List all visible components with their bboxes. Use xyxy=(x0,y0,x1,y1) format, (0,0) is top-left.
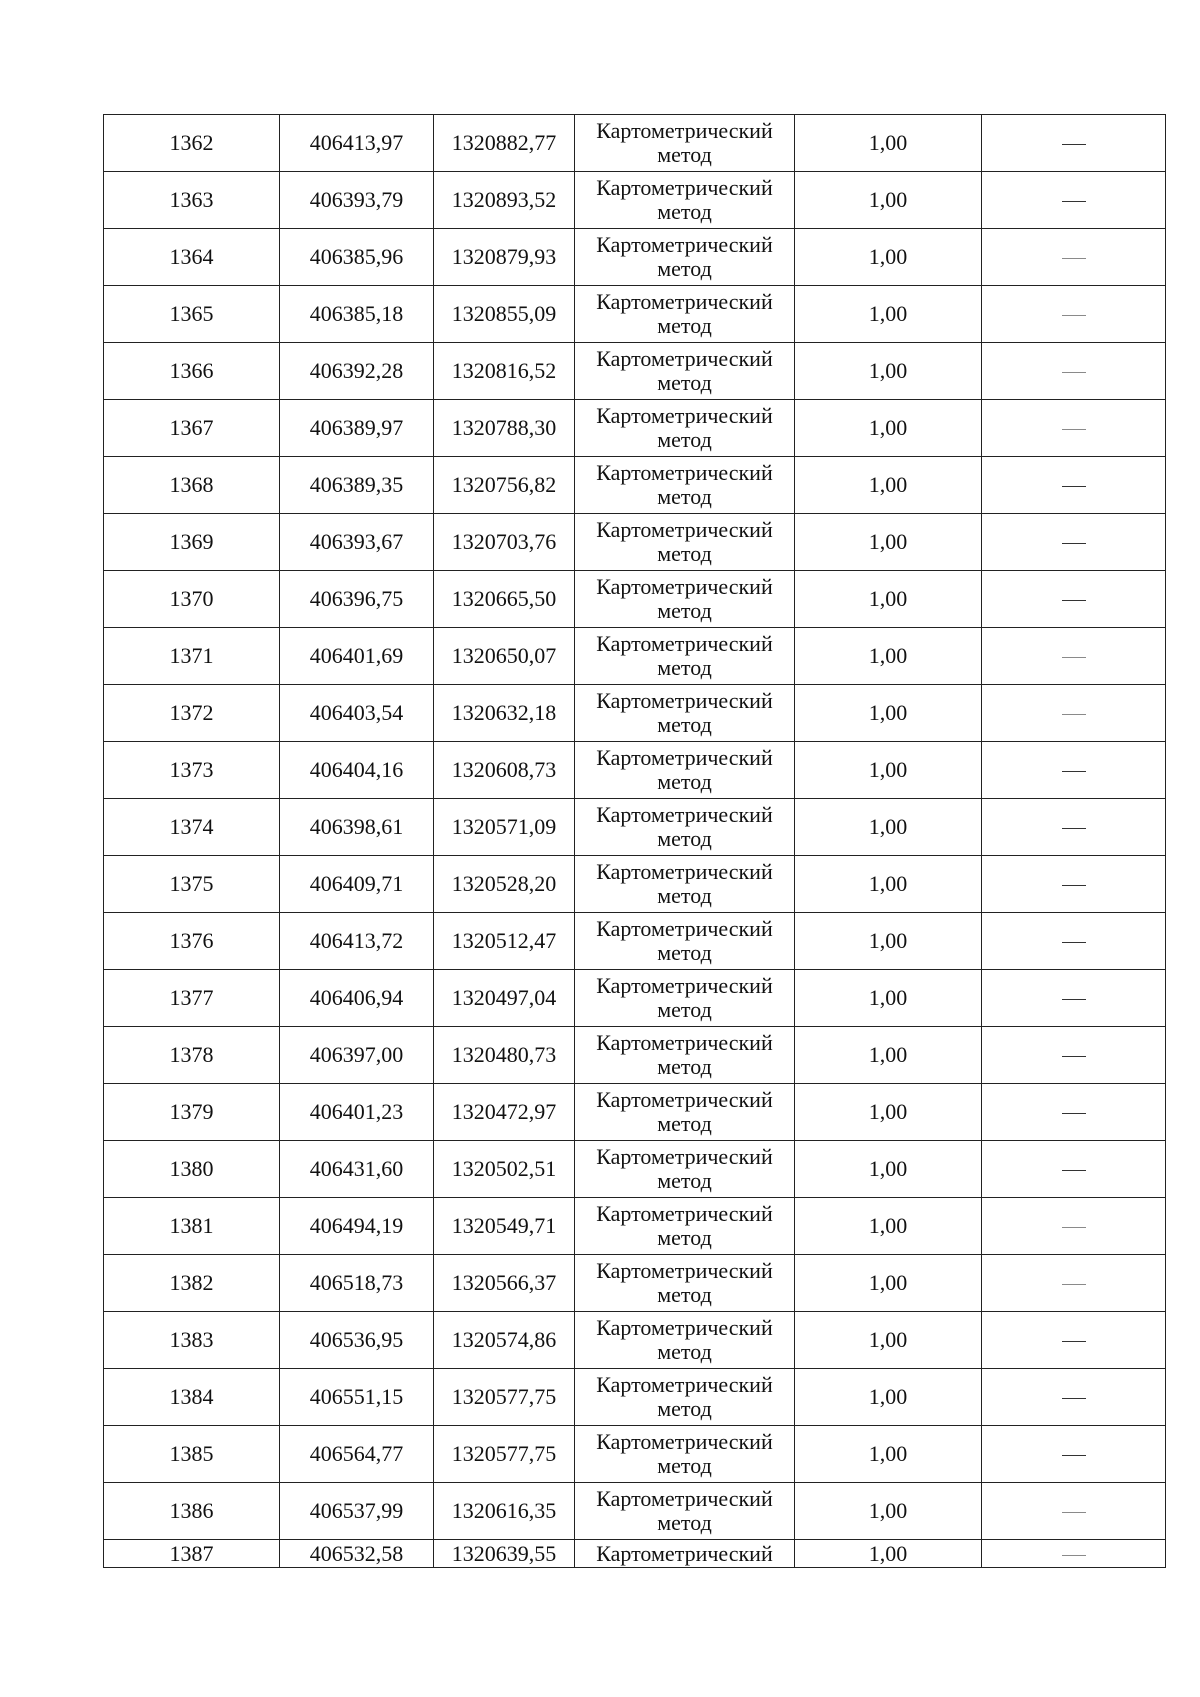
accuracy-cell: 1,00 xyxy=(795,856,982,913)
table-row xyxy=(104,685,1166,742)
y-coordinate-cell: 1320528,20 xyxy=(434,856,575,913)
method-line-2: метод xyxy=(657,1225,712,1250)
description-cell xyxy=(982,628,1166,685)
method-line-2: метод xyxy=(657,142,712,167)
x-coordinate-cell: 406431,60 xyxy=(280,1141,434,1198)
description-cell xyxy=(982,1426,1166,1483)
em-dash-mark xyxy=(1062,1170,1086,1171)
description-cell xyxy=(982,514,1166,571)
method-line-1: Картометрический xyxy=(596,517,773,542)
method-cell xyxy=(575,1141,795,1198)
point-number-cell: 1383 xyxy=(104,1312,280,1369)
method-cell xyxy=(575,115,795,172)
description-cell xyxy=(982,1483,1166,1540)
point-number-cell: 1375 xyxy=(104,856,280,913)
table-row xyxy=(104,1426,1166,1483)
description-cell xyxy=(982,1198,1166,1255)
table-row xyxy=(104,1483,1166,1540)
method-line-1: Картометрический xyxy=(596,1201,773,1226)
method-cell xyxy=(575,1483,795,1540)
method-line-1: Картометрический xyxy=(596,1258,773,1283)
em-dash-mark xyxy=(1062,1227,1086,1228)
method-line-1: Картометрический xyxy=(596,403,773,428)
em-dash-mark xyxy=(1062,201,1086,202)
accuracy-cell: 1,00 xyxy=(795,343,982,400)
method-cell xyxy=(575,856,795,913)
em-dash-mark xyxy=(1062,315,1086,316)
method-line-1: Картометрический xyxy=(596,745,773,770)
description-cell xyxy=(982,1369,1166,1426)
em-dash-mark xyxy=(1062,1398,1086,1399)
em-dash-mark xyxy=(1062,657,1086,658)
method-cell xyxy=(575,1027,795,1084)
y-coordinate-cell: 1320882,77 xyxy=(434,115,575,172)
em-dash-mark xyxy=(1062,144,1086,145)
method-line-1: Картометрический xyxy=(596,346,773,371)
x-coordinate-cell: 406403,54 xyxy=(280,685,434,742)
point-number-cell: 1382 xyxy=(104,1255,280,1312)
y-coordinate-cell: 1320608,73 xyxy=(434,742,575,799)
description-cell xyxy=(982,1084,1166,1141)
description-cell xyxy=(982,913,1166,970)
x-coordinate-cell: 406393,79 xyxy=(280,172,434,229)
em-dash-mark xyxy=(1062,885,1086,886)
method-line-2: метод xyxy=(657,940,712,965)
point-number-cell: 1385 xyxy=(104,1426,280,1483)
method-cell xyxy=(575,1255,795,1312)
table-row xyxy=(104,1540,1166,1568)
point-number-cell: 1377 xyxy=(104,970,280,1027)
method-line-2: метод xyxy=(657,769,712,794)
method-line-1: Картометрический xyxy=(596,460,773,485)
method-cell xyxy=(575,970,795,1027)
y-coordinate-cell: 1320893,52 xyxy=(434,172,575,229)
accuracy-cell: 1,00 xyxy=(795,172,982,229)
method-line-1: Картометрический xyxy=(596,1315,773,1340)
table-row xyxy=(104,1198,1166,1255)
accuracy-cell: 1,00 xyxy=(795,1027,982,1084)
x-coordinate-cell: 406536,95 xyxy=(280,1312,434,1369)
method-cell xyxy=(575,343,795,400)
table-row xyxy=(104,970,1166,1027)
description-cell xyxy=(982,457,1166,514)
method-cell xyxy=(575,1540,795,1568)
x-coordinate-cell: 406413,97 xyxy=(280,115,434,172)
accuracy-cell: 1,00 xyxy=(795,685,982,742)
method-line-2: метод xyxy=(657,1339,712,1364)
table-row xyxy=(104,457,1166,514)
description-cell xyxy=(982,1312,1166,1369)
y-coordinate-cell: 1320502,51 xyxy=(434,1141,575,1198)
method-line-1: Картометрический xyxy=(596,802,773,827)
description-cell xyxy=(982,685,1166,742)
y-coordinate-cell: 1320577,75 xyxy=(434,1369,575,1426)
em-dash-mark xyxy=(1062,999,1086,1000)
em-dash-mark xyxy=(1062,429,1086,430)
em-dash-mark xyxy=(1062,1555,1086,1556)
method-line-2: метод xyxy=(657,541,712,566)
method-line-2: метод xyxy=(657,1396,712,1421)
em-dash-mark xyxy=(1062,1056,1086,1057)
accuracy-cell: 1,00 xyxy=(795,742,982,799)
accuracy-cell: 1,00 xyxy=(795,1255,982,1312)
method-cell xyxy=(575,514,795,571)
method-line-2: метод xyxy=(657,1111,712,1136)
y-coordinate-cell: 1320616,35 xyxy=(434,1483,575,1540)
point-number-cell: 1372 xyxy=(104,685,280,742)
method-line-2: метод xyxy=(657,256,712,281)
description-cell xyxy=(982,856,1166,913)
y-coordinate-cell: 1320788,30 xyxy=(434,400,575,457)
em-dash-mark xyxy=(1062,543,1086,544)
method-cell xyxy=(575,1369,795,1426)
description-cell xyxy=(982,229,1166,286)
table-row xyxy=(104,1255,1166,1312)
method-line-1: Картометрический xyxy=(596,574,773,599)
method-cell xyxy=(575,1426,795,1483)
table-row xyxy=(104,400,1166,457)
table-row xyxy=(104,1027,1166,1084)
x-coordinate-cell: 406385,18 xyxy=(280,286,434,343)
method-cell xyxy=(575,685,795,742)
y-coordinate-cell: 1320703,76 xyxy=(434,514,575,571)
method-line-2: метод xyxy=(657,1282,712,1307)
method-line-1: Картометрический xyxy=(596,1372,773,1397)
method-cell xyxy=(575,1198,795,1255)
accuracy-cell: 1,00 xyxy=(795,799,982,856)
table-row xyxy=(104,229,1166,286)
x-coordinate-cell: 406406,94 xyxy=(280,970,434,1027)
method-cell xyxy=(575,400,795,457)
accuracy-cell: 1,00 xyxy=(795,970,982,1027)
x-coordinate-cell: 406532,58 xyxy=(280,1540,434,1568)
point-number-cell: 1387 xyxy=(104,1540,280,1568)
x-coordinate-cell: 406396,75 xyxy=(280,571,434,628)
x-coordinate-cell: 406401,69 xyxy=(280,628,434,685)
point-number-cell: 1370 xyxy=(104,571,280,628)
point-number-cell: 1371 xyxy=(104,628,280,685)
point-number-cell: 1367 xyxy=(104,400,280,457)
table-row xyxy=(104,1141,1166,1198)
accuracy-cell: 1,00 xyxy=(795,400,982,457)
x-coordinate-cell: 406389,35 xyxy=(280,457,434,514)
method-line-1: Картометрический xyxy=(596,631,773,656)
x-coordinate-cell: 406551,15 xyxy=(280,1369,434,1426)
method-line-1: Картометрический xyxy=(596,1486,773,1511)
table-row xyxy=(104,514,1166,571)
y-coordinate-cell: 1320480,73 xyxy=(434,1027,575,1084)
em-dash-mark xyxy=(1062,486,1086,487)
em-dash-mark xyxy=(1062,1455,1086,1456)
y-coordinate-cell: 1320571,09 xyxy=(434,799,575,856)
table-row xyxy=(104,286,1166,343)
description-cell xyxy=(982,1141,1166,1198)
method-line-1: Картометрический xyxy=(596,289,773,314)
x-coordinate-cell: 406409,71 xyxy=(280,856,434,913)
point-number-cell: 1379 xyxy=(104,1084,280,1141)
method-line-2: метод xyxy=(657,1168,712,1193)
y-coordinate-cell: 1320855,09 xyxy=(434,286,575,343)
accuracy-cell: 1,00 xyxy=(795,1198,982,1255)
x-coordinate-cell: 406385,96 xyxy=(280,229,434,286)
description-cell xyxy=(982,172,1166,229)
method-line-2: метод xyxy=(657,826,712,851)
table-row xyxy=(104,799,1166,856)
em-dash-mark xyxy=(1062,372,1086,373)
em-dash-mark xyxy=(1062,828,1086,829)
y-coordinate-cell: 1320497,04 xyxy=(434,970,575,1027)
description-cell xyxy=(982,970,1166,1027)
em-dash-mark xyxy=(1062,1284,1086,1285)
method-line-2: метод xyxy=(657,997,712,1022)
method-cell xyxy=(575,799,795,856)
em-dash-mark xyxy=(1062,942,1086,943)
y-coordinate-cell: 1320816,52 xyxy=(434,343,575,400)
method-line-2: метод xyxy=(657,1453,712,1478)
method-cell xyxy=(575,1084,795,1141)
accuracy-cell: 1,00 xyxy=(795,229,982,286)
accuracy-cell: 1,00 xyxy=(795,1312,982,1369)
coordinates-table xyxy=(103,114,1166,1568)
method-cell xyxy=(575,229,795,286)
description-cell xyxy=(982,799,1166,856)
method-line-1: Картометрический xyxy=(596,916,773,941)
description-cell xyxy=(982,400,1166,457)
x-coordinate-cell: 406564,77 xyxy=(280,1426,434,1483)
point-number-cell: 1376 xyxy=(104,913,280,970)
x-coordinate-cell: 406397,00 xyxy=(280,1027,434,1084)
table-row xyxy=(104,343,1166,400)
y-coordinate-cell: 1320639,55 xyxy=(434,1540,575,1568)
method-line-2: метод xyxy=(657,370,712,395)
point-number-cell: 1368 xyxy=(104,457,280,514)
x-coordinate-cell: 406494,19 xyxy=(280,1198,434,1255)
accuracy-cell: 1,00 xyxy=(795,514,982,571)
em-dash-mark xyxy=(1062,771,1086,772)
method-cell xyxy=(575,286,795,343)
table-row xyxy=(104,1369,1166,1426)
table-row xyxy=(104,115,1166,172)
method-line-1: Картометрический xyxy=(596,688,773,713)
point-number-cell: 1374 xyxy=(104,799,280,856)
point-number-cell: 1364 xyxy=(104,229,280,286)
em-dash-mark xyxy=(1062,714,1086,715)
method-line-2: метод xyxy=(657,598,712,623)
method-line-2: метод xyxy=(657,313,712,338)
method-line-2: метод xyxy=(657,427,712,452)
em-dash-mark xyxy=(1062,600,1086,601)
accuracy-cell: 1,00 xyxy=(795,1369,982,1426)
point-number-cell: 1373 xyxy=(104,742,280,799)
method-cell xyxy=(575,1312,795,1369)
x-coordinate-cell: 406518,73 xyxy=(280,1255,434,1312)
x-coordinate-cell: 406393,67 xyxy=(280,514,434,571)
y-coordinate-cell: 1320632,18 xyxy=(434,685,575,742)
table-row xyxy=(104,742,1166,799)
method-cell xyxy=(575,172,795,229)
method-line-1: Картометрический xyxy=(596,973,773,998)
method-line-1: Картометрический xyxy=(596,1429,773,1454)
x-coordinate-cell: 406392,28 xyxy=(280,343,434,400)
x-coordinate-cell: 406389,97 xyxy=(280,400,434,457)
method-cell xyxy=(575,571,795,628)
accuracy-cell: 1,00 xyxy=(795,1141,982,1198)
method-line-1: Картометрический xyxy=(596,232,773,257)
method-cell xyxy=(575,628,795,685)
table-row xyxy=(104,571,1166,628)
em-dash-mark xyxy=(1062,1341,1086,1342)
point-number-cell: 1380 xyxy=(104,1141,280,1198)
x-coordinate-cell: 406404,16 xyxy=(280,742,434,799)
point-number-cell: 1369 xyxy=(104,514,280,571)
x-coordinate-cell: 406413,72 xyxy=(280,913,434,970)
y-coordinate-cell: 1320472,97 xyxy=(434,1084,575,1141)
point-number-cell: 1384 xyxy=(104,1369,280,1426)
y-coordinate-cell: 1320577,75 xyxy=(434,1426,575,1483)
y-coordinate-cell: 1320756,82 xyxy=(434,457,575,514)
method-line-1: Картометрический xyxy=(596,1030,773,1055)
x-coordinate-cell: 406398,61 xyxy=(280,799,434,856)
method-line-1: Картометрический xyxy=(596,859,773,884)
method-line-2: метод xyxy=(657,655,712,680)
method-line-1: Картометрический xyxy=(596,175,773,200)
description-cell xyxy=(982,343,1166,400)
method-line-2: метод xyxy=(657,199,712,224)
point-number-cell: 1381 xyxy=(104,1198,280,1255)
point-number-cell: 1366 xyxy=(104,343,280,400)
point-number-cell: 1365 xyxy=(104,286,280,343)
y-coordinate-cell: 1320574,86 xyxy=(434,1312,575,1369)
table-row xyxy=(104,172,1166,229)
em-dash-mark xyxy=(1062,1113,1086,1114)
method-line-2: метод xyxy=(657,484,712,509)
table-row xyxy=(104,628,1166,685)
accuracy-cell: 1,00 xyxy=(795,1540,982,1568)
x-coordinate-cell: 406537,99 xyxy=(280,1483,434,1540)
method-line-2: метод xyxy=(657,1054,712,1079)
table-row xyxy=(104,1312,1166,1369)
em-dash-mark xyxy=(1062,1512,1086,1513)
description-cell xyxy=(982,1540,1166,1568)
method-line-2: метод xyxy=(657,1510,712,1535)
accuracy-cell: 1,00 xyxy=(795,457,982,514)
y-coordinate-cell: 1320566,37 xyxy=(434,1255,575,1312)
accuracy-cell: 1,00 xyxy=(795,1426,982,1483)
coordinates-table-body xyxy=(104,115,1166,1568)
accuracy-cell: 1,00 xyxy=(795,1084,982,1141)
method-line-1: Картометрический xyxy=(596,1144,773,1169)
description-cell xyxy=(982,115,1166,172)
description-cell xyxy=(982,742,1166,799)
y-coordinate-cell: 1320665,50 xyxy=(434,571,575,628)
table-row xyxy=(104,1084,1166,1141)
y-coordinate-cell: 1320879,93 xyxy=(434,229,575,286)
accuracy-cell: 1,00 xyxy=(795,1483,982,1540)
method-line-2: метод xyxy=(657,883,712,908)
y-coordinate-cell: 1320650,07 xyxy=(434,628,575,685)
table-row xyxy=(104,913,1166,970)
y-coordinate-cell: 1320549,71 xyxy=(434,1198,575,1255)
description-cell xyxy=(982,1255,1166,1312)
point-number-cell: 1363 xyxy=(104,172,280,229)
point-number-cell: 1362 xyxy=(104,115,280,172)
method-line-1: Картометрический xyxy=(596,1540,773,1566)
method-cell xyxy=(575,742,795,799)
point-number-cell: 1378 xyxy=(104,1027,280,1084)
accuracy-cell: 1,00 xyxy=(795,571,982,628)
accuracy-cell: 1,00 xyxy=(795,913,982,970)
point-number-cell: 1386 xyxy=(104,1483,280,1540)
accuracy-cell: 1,00 xyxy=(795,115,982,172)
y-coordinate-cell: 1320512,47 xyxy=(434,913,575,970)
method-cell xyxy=(575,457,795,514)
accuracy-cell: 1,00 xyxy=(795,628,982,685)
table-row xyxy=(104,856,1166,913)
description-cell xyxy=(982,571,1166,628)
method-line-2: метод xyxy=(657,712,712,737)
accuracy-cell: 1,00 xyxy=(795,286,982,343)
description-cell xyxy=(982,286,1166,343)
x-coordinate-cell: 406401,23 xyxy=(280,1084,434,1141)
method-cell xyxy=(575,913,795,970)
method-line-1: Картометрический xyxy=(596,1087,773,1112)
description-cell xyxy=(982,1027,1166,1084)
em-dash-mark xyxy=(1062,258,1086,259)
method-line-1: Картометрический xyxy=(596,118,773,143)
